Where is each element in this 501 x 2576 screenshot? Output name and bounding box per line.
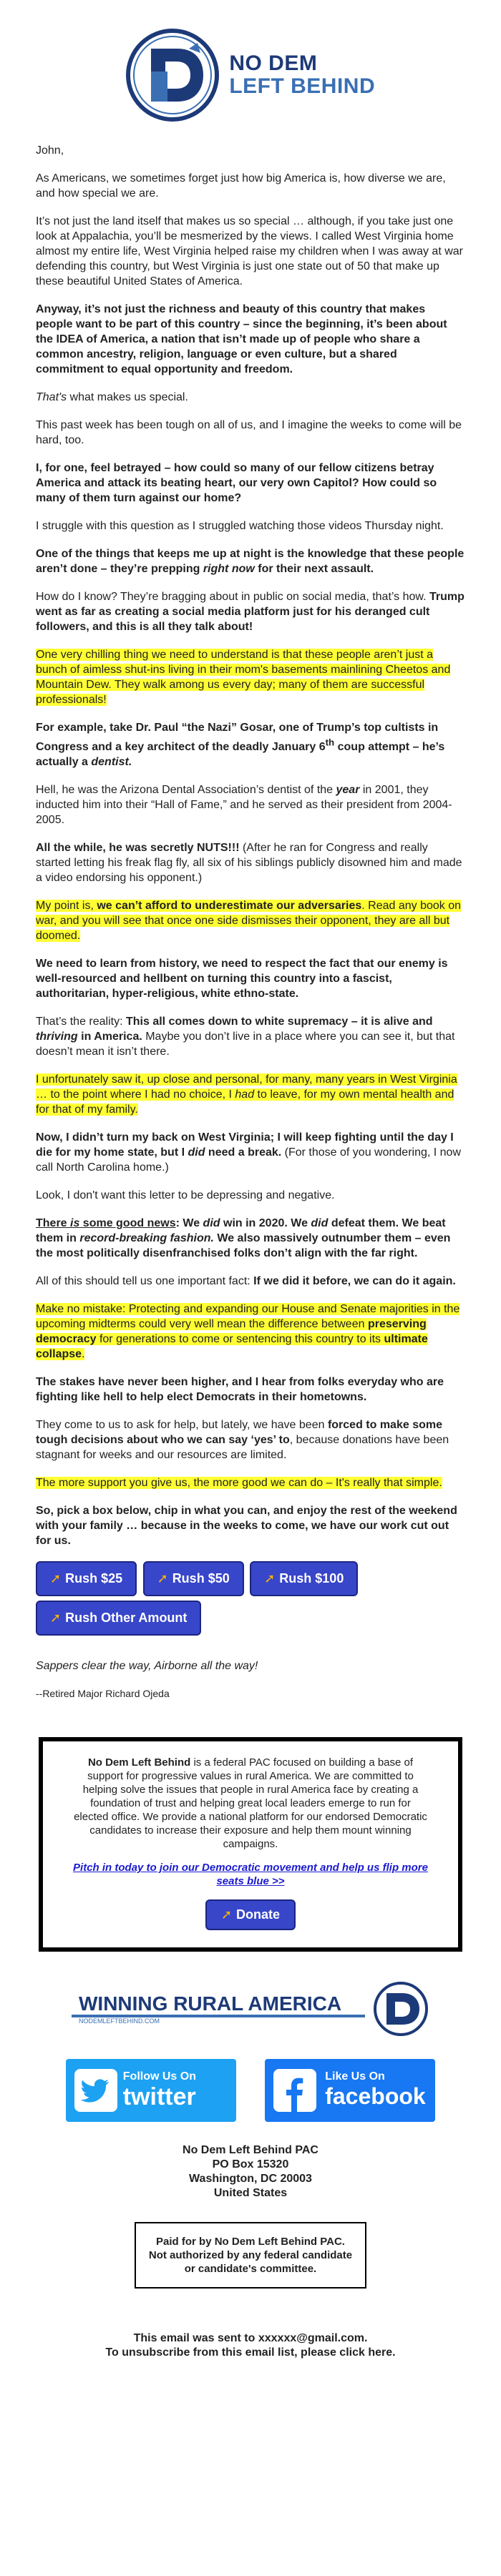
paragraph: I, for one, feel betrayed – how could so many of our fellow citizens betray America and attack its beating heart, our very own Capitol? How could so many of them turn against our home?: [36, 462, 437, 504]
highlighted-paragraph: Make no mistake: Protecting and expanding our House and Senate majorities in the upcoming midterms could very well mean the difference between preserving democracy for generations to come or sentencing this country to its ultimate collapse.: [36, 1303, 460, 1361]
twitter-label-2: twitter: [122, 2083, 196, 2111]
no-dem-left-behind-logo-icon: [126, 29, 219, 122]
donation-buttons: [36, 1561, 465, 1640]
email-footer: [0, 2331, 501, 2381]
header-logo: [36, 0, 465, 143]
facebook-like-button[interactable]: [265, 2059, 435, 2122]
rush-100-button[interactable]: ➚ Rush $100: [250, 1561, 358, 1596]
twitter-label-1: Follow Us On: [122, 2070, 196, 2083]
about-box: [39, 1737, 462, 1952]
sent-to-text: This email was sent to xxxxxx@gmail.com.: [133, 2332, 368, 2345]
paragraph: All the while, he was secretly NUTS!!! (After he ran for Congress and really started letting his freak flag fly, all six of his siblings publicly disowned him and made a video endorsing his opponent.): [36, 842, 462, 885]
banner-title: WINNING RURAL AMERICA: [79, 1992, 342, 2015]
banner-url: NODEMLEFTBEHIND.COM: [79, 2017, 160, 2025]
banner-graphic: [72, 1980, 429, 2037]
donate-button[interactable]: ➚ Donate: [205, 1899, 296, 1930]
winning-rural-america-banner: [72, 1980, 429, 2037]
rocket-icon: ➚: [264, 1571, 276, 1586]
paragraph: Now, I didn’t turn my back on West Virginia; I will keep fighting until the day I die for my home state, but I did need a break. (For those of you wondering, I now call North Carolina home.): [36, 1131, 461, 1174]
rush-50-button[interactable]: ➚ Rush $50: [143, 1561, 244, 1596]
facebook-f-icon: [273, 2069, 316, 2112]
paragraph: Look, I don't want this letter to be depressing and negative.: [36, 1189, 335, 1202]
signature-name: --Retired Major Richard Ojeda: [36, 1688, 170, 1700]
paragraph: Hell, he was the Arizona Dental Association’s dentist of the year in 2001, they inducted him into their “Hall of Fame,” and he served as their president from 2004-2005.: [36, 784, 452, 827]
paragraph: The stakes have never been higher, and I hear from folks everyday who are fighting like hell to help elect Democrats in their hometowns.: [36, 1376, 444, 1404]
paragraph: How do I know? They’re bragging about in public on social media, that’s how. Trump went as far as creating a social media platform just for his deranged cult followers, and this is all they talk about!: [36, 591, 464, 633]
paragraph: Anyway, it’s not just the richness and beauty of this country that makes people want to be part of this country – since the beginning, it’s been about the IDEA of America, a nation that isn’t made up of people who share a common ancestry, religion, language or even culture, but a shared commitment to equal opportunity and freedom.: [36, 303, 447, 375]
about-text: No Dem Left Behind is a federal PAC focused on building a base of support for progressive values in rural America. We are committed to helping solve the issues that people in rural America face by creating a foundation of trust and helping great local leaders emerge to run for elected office. We provide a national platform for our endorsed Democratic candidates to increase their exposure and help them mount winning campaigns.: [74, 1756, 427, 1851]
disclaimer-line: Paid for by No Dem Left Behind PAC.: [156, 2236, 345, 2248]
mailing-address: [0, 2143, 501, 2201]
paid-for-disclaimer: [135, 2222, 366, 2289]
twitter-follow-button[interactable]: [66, 2059, 236, 2122]
paragraph: They come to us to ask for help, but lately, we have been forced to make some tough decisions about who we can say ‘yes’ to, because donations have been stagnant for weeks and our resources are limited.: [36, 1419, 449, 1462]
highlighted-paragraph: I unfortunately saw it, up close and personal, for many, many years in West Virginia … to the point where I had no choice, I had to leave, for my own mental health and for that of my family.: [36, 1073, 457, 1116]
social-links: [0, 2059, 501, 2122]
address-line: PO Box 15320: [212, 2158, 289, 2171]
paragraph: So, pick a box below, chip in what you can, and enjoy the rest of the weekend with your family … because in the weeks to come, we have our work cut out for us.: [36, 1505, 457, 1548]
address-line: United States: [213, 2187, 288, 2200]
highlighted-paragraph: The more support you give us, the more good we can do – It's really that simple.: [36, 1477, 442, 1490]
paragraph: We need to learn from history, we need to respect the fact that our enemy is well-resourced and hellbent on turning this country into a fascist, authoritarian, hyper-religious, white ethno-state.: [36, 958, 448, 1001]
join-movement-link[interactable]: Pitch in today to join our Democratic movement and help us flip more seats blue >>: [73, 1862, 428, 1888]
letter-body: [36, 143, 465, 1548]
rocket-icon: ➚: [157, 1571, 168, 1586]
facebook-label-2: facebook: [325, 2083, 426, 2110]
rush-other-amount-button[interactable]: ➚ Rush Other Amount: [36, 1601, 201, 1636]
highlighted-paragraph: My point is, we can’t afford to underestimate our adversaries. Read any book on war, and you will see that once one side dismisses their opponent, they are all but doomed.: [36, 900, 462, 943]
paragraph: This past week has been tough on all of us, and I imagine the weeks to come will be hard, too.: [36, 419, 462, 446]
paragraph: It’s not just the land itself that makes us so special … although, if you take just one look at Appalachia, you’ll be mesmerized by the views. I called West Virginia home almost my entire life, West Virginia helped raise my children when I was away at war defending this country, but West Virginia is just one state out of 50 that make up these beautiful United States of America.: [36, 215, 463, 287]
greeting: John,: [36, 144, 64, 157]
highlighted-paragraph: One very chilling thing we need to understand is that these people aren’t just a bunch of aimless shut-ins living in their mom's basements mainlining Cheetos and Mountain Dew. They walk among us every day; many of them are successful professionals!: [36, 649, 451, 706]
paragraph: There is some good news: We did win in 2020. We did defeat them. We beat them in record-breaking fashion. We also massively outnumber them – even the most politically disenfranchised folks don’t align with the far right.: [36, 1217, 451, 1260]
paragraph: That’s the reality: This all comes down to white supremacy – it is alive and thriving in America. Maybe you don’t live in a place where you can see it, but that doesn’t mean it isn’t there.: [36, 1016, 455, 1058]
unsubscribe-link[interactable]: To unsubscribe from this email list, please click here.: [105, 2346, 396, 2359]
paragraph: All of this should tell us one important fact: If we did it before, we can do it again.: [36, 1275, 456, 1288]
brand-line-2: LEFT BEHIND: [229, 74, 376, 98]
paragraph: That's what makes us special.: [36, 391, 188, 403]
facebook-label-1: Like Us On: [325, 2070, 385, 2083]
address-line: Washington, DC 20003: [189, 2173, 312, 2186]
paragraph: For example, take Dr. Paul “the Nazi” Gosar, one of Trump’s top cultists in Congress and a key architect of the deadly January 6th coup attempt – he’s actually a dentist.: [36, 722, 445, 769]
rocket-icon: ➚: [50, 1611, 62, 1626]
paragraph: One of the things that keeps me up at night is the knowledge that these people aren’t done – they’re prepping right now for their next assault.: [36, 548, 464, 575]
signature-motto: Sappers clear the way, Airborne all the way!: [36, 1660, 258, 1673]
paragraph: As Americans, we sometimes forget just how big America is, how diverse we are, and how special we are.: [36, 172, 446, 200]
rocket-icon: ➚: [50, 1571, 62, 1586]
brand-line-1: NO DEM: [229, 51, 318, 75]
twitter-bird-icon: [74, 2069, 117, 2112]
rocket-icon: ➚: [220, 1907, 233, 1922]
address-line: No Dem Left Behind PAC: [183, 2144, 318, 2157]
paragraph: I struggle with this question as I struggled watching those videos Thursday night.: [36, 520, 444, 532]
rush-25-button[interactable]: ➚ Rush $25: [36, 1561, 137, 1596]
disclaimer-line: Not authorized by any federal candidate or candidate's committee.: [148, 2249, 353, 2276]
